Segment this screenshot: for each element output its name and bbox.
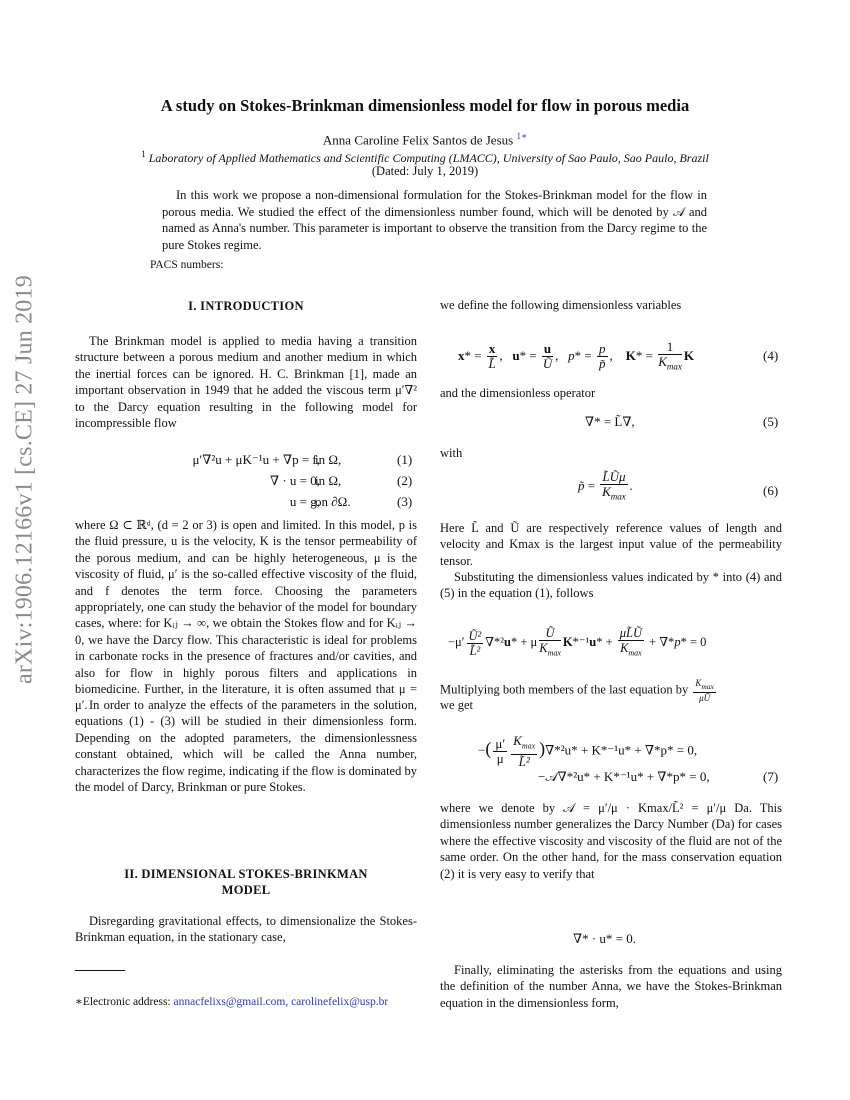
author-superscript: 1∗ [516,131,528,141]
with-text: with [440,446,463,460]
operator-intro: and the dimensionless operator [440,386,596,400]
eq7-first-line-rest: ∇*²u* + K*⁻¹u* + ∇*p* = 0, [545,742,698,758]
substitution-paragraph: Substituting the dimensionless values indicated by * into (4) and (5) in the equation (1), follows [440,570,782,601]
footnote-label: ∗Electronic address: [75,996,171,1008]
section-2-heading [75,866,417,899]
arxiv-stamp: arXiv:1906.12166v1 [cs.CE] 27 Jun 2019 [11,275,38,685]
eq5-expression: ∇* = L̃∇, [585,414,635,429]
eq7-number: (7) [763,769,779,784]
eq1-expression: μ′∇²u + μK⁻¹u + ∇p = f, [192,452,320,467]
intro-paragraph-2: where Ω ⊂ ℝᵈ, (d = 2 or 3) is open and limited. In this model, p is the fluid pressure, u is the velocity, K is the tensor permeability of the porous medium, and can be highly heterogeneous, μ is the viscosity of fluid, μ′ is the so-called effective viscosity of the fluid, and f denotes the term force. Choosing the parameters appropriately, one can study the behavior of the model for boundary cases, where: for Kᵢⱼ → ∞, we obtain the Stokes flow and for Kᵢⱼ → 0, we have the Darcy flow. This characteristic is ideal for problems in carbonate rocks in the presence of fractures and/or cavities, and also for flow in highly porous filters and applications in biomedicine. Further, in the literature, it is often assumed that μ = μ′. [75,518,417,713]
footnote-rule [75,970,125,971]
intro-paragraph-3: In order to analyze the effects of the parameters in the solution, equations (1) - (3) will be studied in their dimensionless form. Depending on the adopted parameters, the dimensionlessness constant obtained, which will be called the Anna number, characterizes the flow regime, indicating if the flow is dominated by the model of Darcy, Brinkman or pure Stokes. [75,698,417,795]
author-name: Anna Caroline Felix Santos de Jesus [322,132,514,148]
eq3-domain: on ∂Ω. [315,494,351,509]
eq3-number: (3) [397,494,413,509]
affiliation-superscript: 1 [141,149,146,159]
paper-title: A study on Stokes-Brinkman dimensionless model for flow in porous media [160,96,690,115]
section-2-heading-line2: MODEL [221,883,271,898]
dated-line: (Dated: July 1, 2019) [371,164,479,178]
footnote [75,994,388,1008]
eq5-number: (5) [763,414,779,429]
eq2-expression: ∇ · u = 0, [270,473,320,488]
reference-values-paragraph: Here L̃ and Ũ are respectively reference values of length and velocity and Kmax is the largest input value of the permeability tensor. [440,521,782,568]
eq6-number: (6) [763,483,779,498]
eq1-number: (1) [397,452,413,467]
expanded-equation: −μ′ $\frac{\text{Ũ²}}{\text{L̃²}}$ ∇*²u* + μ $\frac{Ũ}{K_{max}}$ K*⁻¹u* + $\frac{\mu L̃Ũ}{K_{max}}$ + ∇*p* = 0 [448,626,707,658]
anna-number-paragraph: where we denote by 𝒜 = μ′/μ · Kmax/L̃² = μ′/μ Da. This dimensionless number generalizes the Darcy Number (Da) for cases where the effective viscosity and viscosity of the fluid are not of the same order. On the other hand, for the mass conservation equation (2) it is very easy to verify that [440,801,782,881]
author-line [0,131,850,148]
eq3-expression: u = g, [289,494,320,509]
we-get-text: we get [440,698,473,712]
pacs-numbers: PACS numbers: [150,259,224,271]
section-1-heading: I. INTRODUCTION [188,299,304,313]
dimensionless-variables-intro: we define the following dimensionless variables [440,298,682,312]
eq7-second-line: −𝒜∇*²u* + K*⁻¹u* + ∇*p* = 0, [538,769,710,784]
intro-paragraph-1: The Brinkman model is applied to media having a transition structure between a porous medium and another medium in which the inertial forces can be ignored. H. C. Brinkman [1], made an important observation in 1949 that he added the viscous term μ′∇² to the Darcy equation resulting in the following model for incompressible flow [75,334,417,431]
eq2-domain: in Ω, [315,473,342,488]
eq4-expression: x* = $\frac{x}{L̃}$ , u* = $\frac{u}{Ũ}$ , p* = $\frac{p}{p̃}$ , K* = $\frac{1}{K_{max}}$ K [458,339,695,372]
section-2-paragraph: Disregarding gravitational effects, to dimensionalize the Stokes-Brinkman equation, in the stationary case, [75,914,417,945]
multiplying-label: Multiplying both members of the last equation by [440,682,689,697]
abstract: In this work we propose a non-dimensional formulation for the Stokes-Brinkman model for the flow in porous media. We studied the effect of the dimensionless number found, which will be denoted by 𝒜 and named as Anna's number. This parameter is important to observe the transition from the Darcy regime to the pure Stokes regime. [162,188,707,252]
eq6-expression: p̃ = $\frac{L̃Ũ\mu}{K_{max}}$ . [578,469,633,502]
final-paragraph: Finally, eliminating the asterisks from the equations and using the definition of the number Anna, we have the Stokes-Brinkman equation in the dimensionless form, [440,963,782,1010]
eq2-number: (2) [397,473,413,488]
eq7-first-line: −( $\frac{\mu'}{\mu}$ $\frac{K_{max}}{\text{L̃²}}$ )∇*²u* + K*⁻¹u* + ∇*p* = 0, [478,733,698,769]
affiliation-text: Laboratory of Applied Mathematics and Scientific Computing (LMACC), University of Sao Paulo, Sao Paulo, Brazil [148,151,709,165]
divergence-equation: ∇* · u* = 0. [573,931,636,946]
section-2-heading-line1: II. DIMENSIONAL STOKES-BRINKMAN [124,867,368,881]
eq4-number: (4) [763,348,779,363]
multiplying-text: Multiplying both members of the last equation by $\frac{K_{max}}{\mu Ũ}$ [440,678,714,703]
eq1-domain: in Ω, [315,452,342,467]
footnote-emails[interactable]: annacfelixs@gmail.com, carolinefelix@usp.br [173,996,389,1008]
